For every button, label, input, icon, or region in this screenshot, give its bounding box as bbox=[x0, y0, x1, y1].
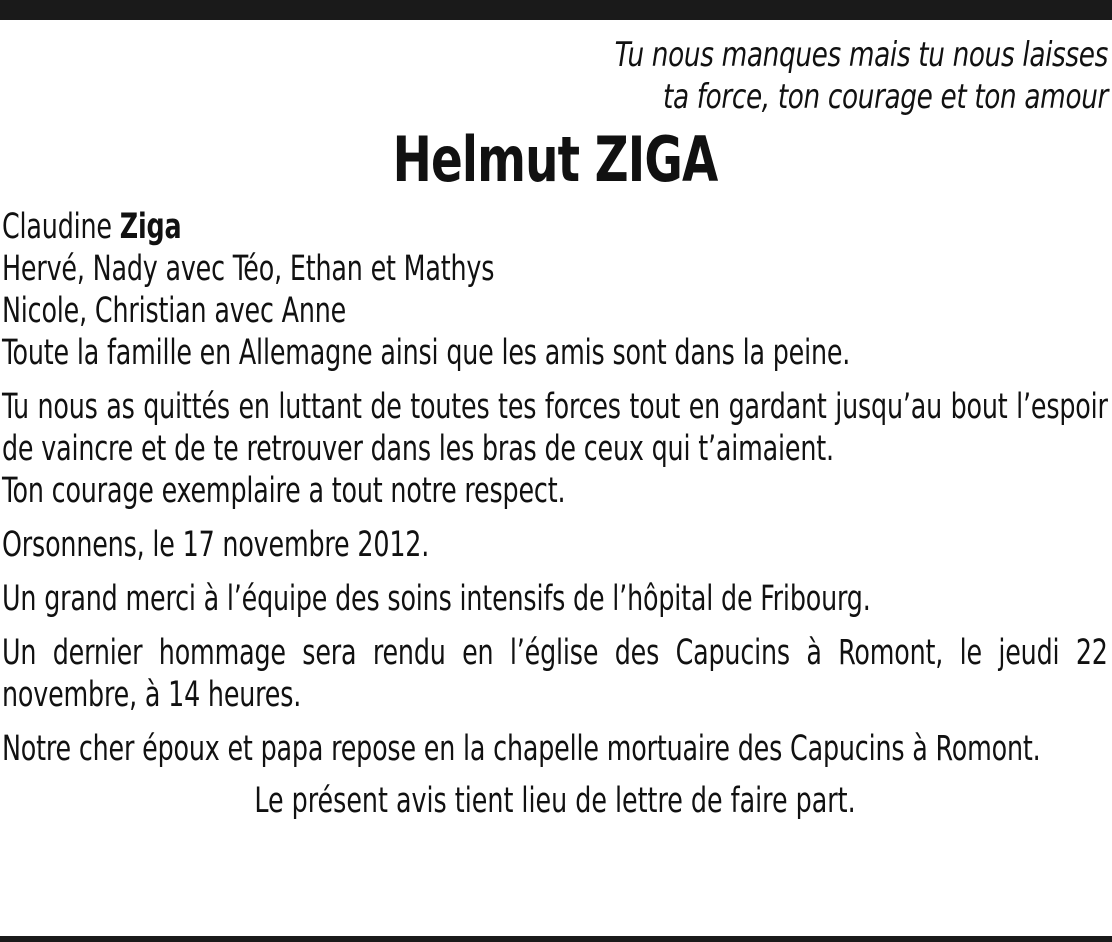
family-list bbox=[2, 206, 1108, 374]
top-border-rule bbox=[0, 0, 1112, 20]
family-line-spouse bbox=[2, 206, 1108, 248]
family-line-relatives: Toute la famille en Allemagne ainsi que les amis sont dans la peine. bbox=[2, 333, 851, 373]
deceased-name: Helmut ZIGA bbox=[392, 123, 718, 196]
epigraph-line-2: ta force, ton courage et ton amour bbox=[662, 77, 1108, 117]
epigraph-quote bbox=[157, 34, 1108, 118]
place-date: Orsonnens, le 17 novembre 2012. bbox=[2, 525, 430, 565]
bottom-border-rule bbox=[0, 936, 1112, 942]
family-line-children-1: Hervé, Nady avec Téo, Ethan et Mathys bbox=[2, 249, 495, 289]
epigraph-line-1: Tu nous manques mais tu nous laisses bbox=[614, 35, 1108, 75]
ceremony-paragraph: Un dernier hommage sera rendu en l’église des Capucins à Romont, le jeudi 22 novembre, à 14 heures. bbox=[2, 633, 1108, 715]
spouse-surname: Ziga bbox=[119, 207, 182, 247]
family-line-children-2: Nicole, Christian avec Anne bbox=[2, 291, 347, 331]
closing-note: Le présent avis tient lieu de lettre de faire part. bbox=[254, 781, 856, 821]
thanks-paragraph: Un grand merci à l’équipe des soins intensifs de l’hôpital de Fribourg. bbox=[2, 579, 871, 619]
rest-place-paragraph: Notre cher époux et papa repose en la chapelle mortuaire des Capucins à Romont. bbox=[2, 729, 1041, 769]
obituary-notice bbox=[2, 34, 1108, 822]
message-paragraph: Tu nous as quittés en luttant de toutes tes forces tout en gardant jusqu’au bout l’espoir de vaincre et de te retrouver dans les bras de ceux qui t’aimaient. bbox=[2, 387, 1108, 469]
respect-paragraph: Ton courage exemplaire a tout notre respect. bbox=[2, 471, 566, 511]
spouse-first-name: Claudine bbox=[2, 207, 120, 247]
